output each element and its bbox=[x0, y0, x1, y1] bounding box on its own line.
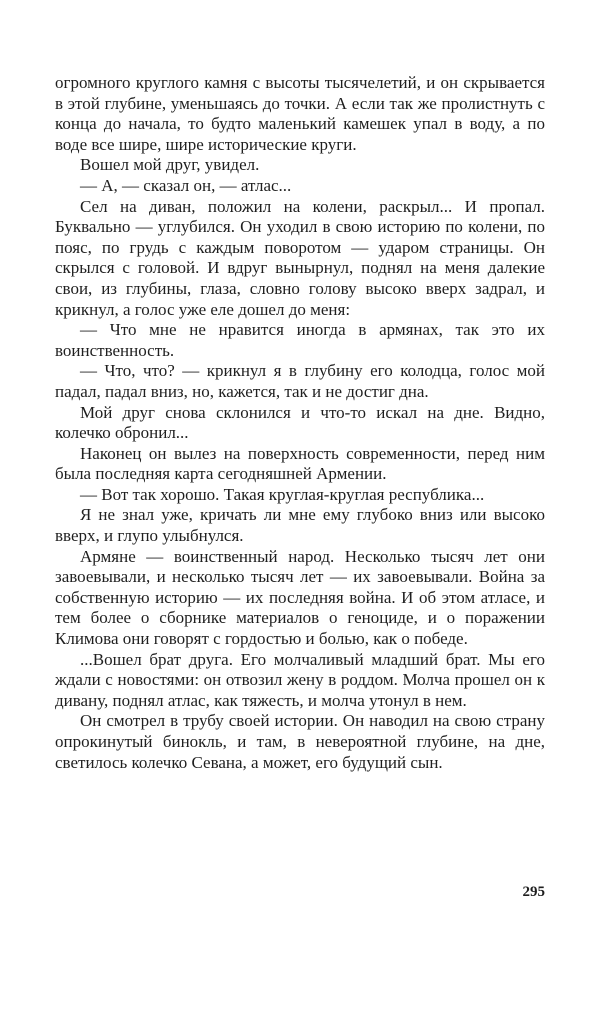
paragraph-13: Он смотрел в трубу своей истории. Он наводил на свою страну опрокинутый бинокль, и там, в невероятной глубине, на дне, светилось колечко Севана, а может, его будущий сын. bbox=[55, 711, 545, 772]
paragraph-3: — А, — сказал он, — атлас... bbox=[80, 175, 292, 195]
paragraph-1: огромного круглого камня с высоты тысячелетий, и он скрывается в этой глубине, уменьшаясь до точки. А если так же пролистнуть с конца до начала, то будто маленький камешек упал в воду, а по воде все шире, шире исторические круги. bbox=[55, 73, 545, 154]
paragraph-5: — Что мне не нравится иногда в армянах, так это их воинственность. bbox=[55, 320, 545, 360]
paragraph-6: — Что, что? — крикнул я в глубину его колодца, голос мой падал, падал вниз, но, кажется, так и не достиг дна. bbox=[55, 361, 545, 401]
paragraph-8: Наконец он вылез на поверхность современности, перед ним была последняя карта сегодняшней Армении. bbox=[55, 443, 545, 484]
paragraph-10: Я не знал уже, кричать ли мне ему глубоко вниз или высоко вверх, и глупо улыбнулся. bbox=[55, 505, 545, 546]
page-text bbox=[55, 73, 545, 773]
paragraph-12: ...Вошел брат друга. Его молчаливый младший брат. Мы его ждали с новостями: он отвозил жену в роддом. Молча прошел он к дивану, поднял атлас, как тяжесть, и молча утонул в нем. bbox=[55, 649, 545, 710]
paragraph-2: Вошел мой друг, увидел. bbox=[80, 155, 260, 175]
paragraph-4: Сел на диван, положил на колени, раскрыл... И пропал. Буквально — углубился. Он уходил в свою историю по колени, по пояс, по грудь с каждым поворотом — ударом страницы. Он скрылся с головой. И вдруг вынырнул, поднял на меня далекие свои, из глубины, глаза, словно голову высоко вверх задрал, и крикнул, а голос уже еле дошел до меня: bbox=[55, 196, 545, 319]
paragraph-9: — Вот так хорошо. Такая круглая-круглая республика... bbox=[80, 484, 485, 504]
page-number: 295 bbox=[522, 884, 545, 900]
paragraph-7: Мой друг снова склонился и что-то искал на дне. Видно, колечко обронил... bbox=[55, 402, 545, 443]
paragraph-11: Армяне — воинственный народ. Несколько тысяч лет они завоевывали, и несколько тысяч лет — их завоевывали. Война за собственную историю — их последняя война. И об этом атласе, и тем более о сборнике материалов о геноциде, и о поражении Климова они говорят с гордостью и болью, как о победе. bbox=[55, 546, 545, 649]
